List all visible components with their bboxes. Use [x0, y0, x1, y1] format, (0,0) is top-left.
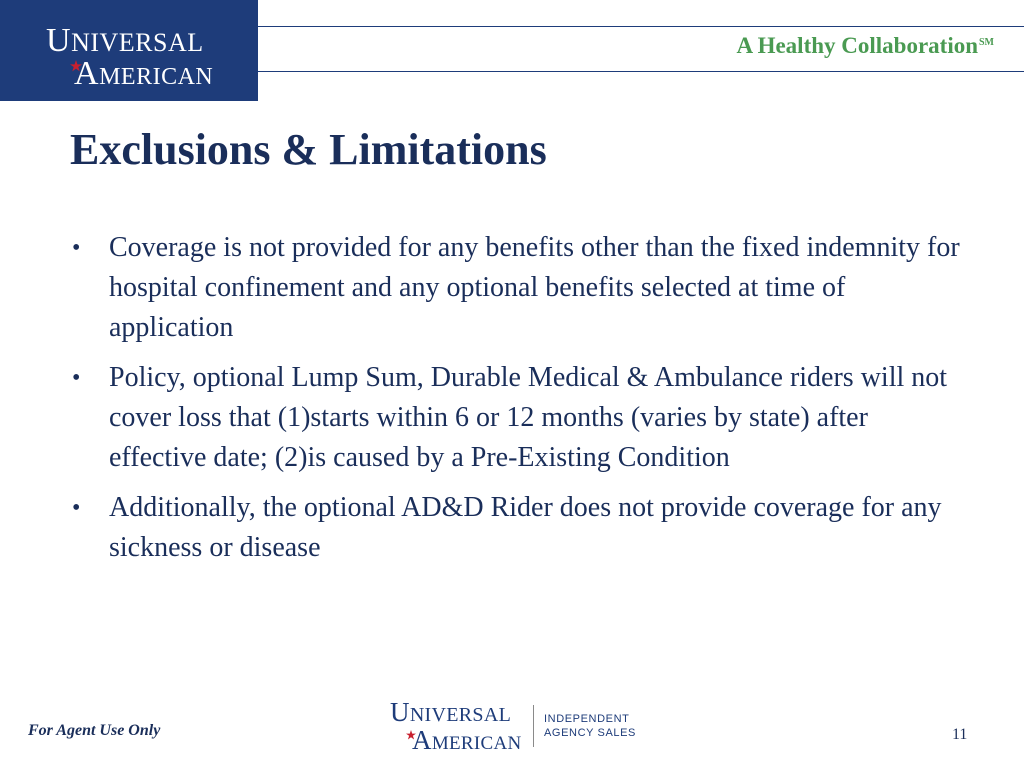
brand-logo-block: [0, 0, 258, 101]
footer-logo-american: AMERICAN: [412, 725, 522, 755]
service-mark: SM: [979, 37, 994, 48]
logo-wordmark-american: AMERICAN: [74, 55, 214, 92]
bullet-text: Policy, optional Lump Sum, Durable Medical & Ambulance riders will not cover loss that (1)starts within 6 or 12 months (varies by state) after effective date; (2)is caused by a Pre-Existing Condition: [109, 362, 948, 473]
bullet-list: [70, 228, 970, 578]
footer-logo-universal: UNIVERSAL: [390, 697, 512, 727]
footer-logo-divider: [533, 705, 534, 747]
bullet-text: Coverage is not provided for any benefits other than the fixed indemnity for hospital confinement and any optional benefits selected at time of application: [109, 232, 960, 343]
logo-wordmark-universal: UNIVERSAL: [46, 22, 204, 59]
bullet-item: [70, 488, 970, 568]
header-rule-top: [258, 26, 1024, 27]
footer-disclaimer: For Agent Use Only: [28, 722, 161, 739]
header-tagline: A Healthy Collaboration℠: [736, 33, 994, 58]
footer-logo: [388, 697, 648, 753]
bullet-item: [70, 228, 970, 348]
footer-division-label: INDEPENDENT AGENCY SALES: [544, 713, 636, 739]
bullet-dot-icon: •: [72, 495, 81, 521]
bullet-text: Additionally, the optional AD&D Rider does not provide coverage for any sickness or disease: [109, 492, 942, 563]
header-rule-bottom: [258, 71, 1024, 72]
bullet-dot-icon: •: [72, 365, 81, 391]
page-number: 11: [952, 726, 968, 743]
slide-title: Exclusions & Limitations: [70, 125, 547, 174]
bullet-dot-icon: •: [72, 235, 81, 261]
bullet-item: [70, 358, 970, 478]
